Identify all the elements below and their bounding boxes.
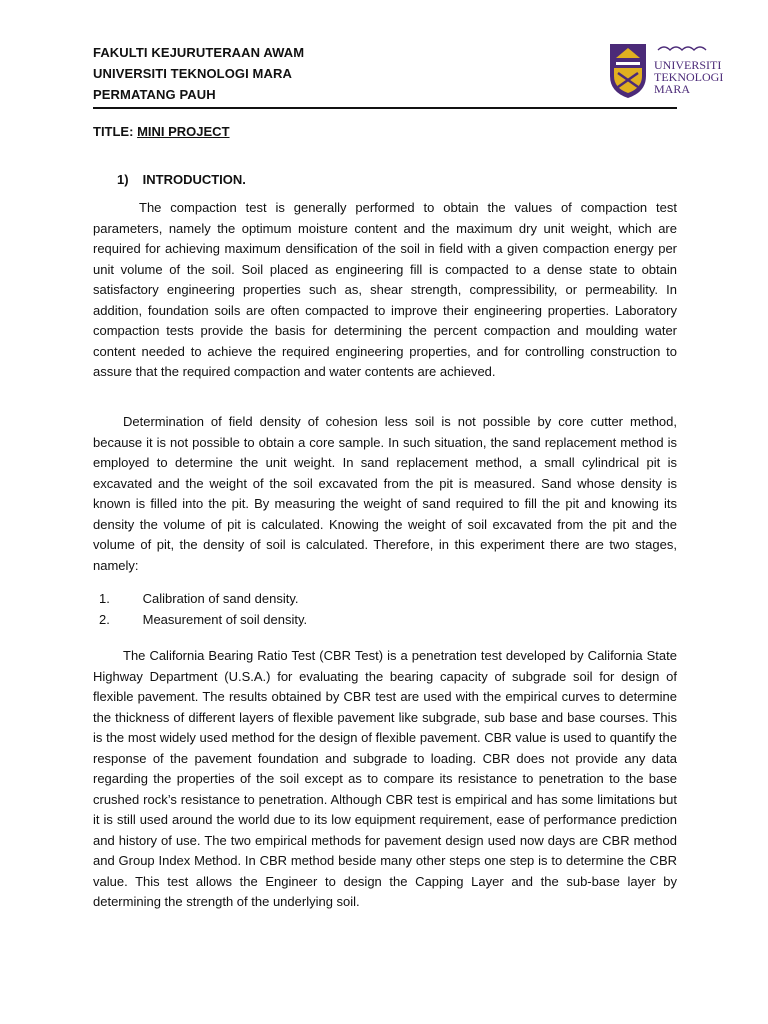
- document-title: [93, 124, 230, 139]
- stages-list: [99, 589, 307, 630]
- list-item: [99, 589, 307, 610]
- university-name: UNIVERSITI TEKNOLOGI MARA: [93, 66, 292, 81]
- list-item-text: Measurement of soil density.: [142, 611, 308, 627]
- list-item: [99, 610, 307, 631]
- paragraph-compaction: The compaction test is generally performed to obtain the values of compaction test parameters, namely the optimum moisture content and the maximum dry unit weight, which are required for achieving maximum densification of the soil in field with a given compaction energy per unit volume of the soil. Soil placed as engineering fill is compacted to a dense state to obtain satisfactory engineering properties such as, shear strength, compressibility, or permeability. In addition, foundation soils are often compacted to improve their engineering properties. Laboratory compaction tests provide the basis for determining the percent compaction and moulding water content needed to achieve the required engineering properties, and for controlling construction to assure that the required compaction and water contents are achieved.: [93, 200, 677, 379]
- university-logo-icon: [606, 40, 724, 102]
- title-value: MINI PROJECT: [137, 124, 230, 139]
- paragraph-cbr: The California Bearing Ratio Test (CBR Test) is a penetration test developed by California State Highway Department (U.S.A.) for evaluating the bearing capacity of subgrade soil for design of flexible pavement. The results obtained by CBR test are used with the empirical curves to determine the thickness of different layers of flexible pavement like subgrade, sub base and base courses. This is the most widely used method for the design of flexible pavement. CBR value is used to quantify the response of the pavement foundation and subgrade to loading. CBR does not provide any data regarding the properties of the soil except as to compare its resistance to penetration to the base crushed rock’s resistance to penetration. Although CBR test is empirical and has some limitations but it is still used around the world due to its low equipment requirement, ease of performance prediction and history of use. The two empirical methods for pavement design used now days are CBR method and Group Index Method. In CBR method beside many other steps one step is to determine the CBR value. This test allows the Engineer to design the Capping Layer and the sub-base layer by determining the strength of the underlying soil.: [93, 648, 677, 909]
- section-title: INTRODUCTION.: [142, 172, 246, 187]
- list-item-number: 2.: [99, 611, 110, 627]
- list-item-number: 1.: [99, 591, 110, 606]
- faculty-name: FAKULTI KEJURUTERAAN AWAM: [93, 45, 305, 60]
- paragraph-sand-replacement: Determination of field density of cohesion less soil is not possible by core cutter method, because it is not possible to obtain a core sample. In such situation, the sand replacement method is employed to determine the unit weight. In sand replacement method, a small cylindrical pit is excavated and the weight of the soil excavated from the pit is measured. Sand whose density is known is filled into the pit. By measuring the weight of sand required to fill the pit and knowing its density the volume of pit is calculated. Knowing the weight of soil excavated from the pit and the volume of pit, the density of soil is calculated. Therefore, in this experiment there are two stages, namely:: [93, 414, 677, 573]
- section-heading: [117, 172, 246, 187]
- logo-text-line: MARA: [654, 82, 691, 96]
- logo-text-line: UNIVERSITI: [654, 58, 722, 72]
- document-header: [93, 42, 681, 105]
- title-label: TITLE:: [93, 124, 134, 139]
- logo-text-line: TEKNOLOGI: [654, 70, 724, 84]
- university-logo: [606, 40, 724, 102]
- header-divider: [93, 107, 677, 109]
- campus-name: PERMATANG PAUH: [93, 87, 216, 102]
- section-number: 1): [117, 172, 129, 187]
- list-item-text: Calibration of sand density.: [142, 591, 299, 606]
